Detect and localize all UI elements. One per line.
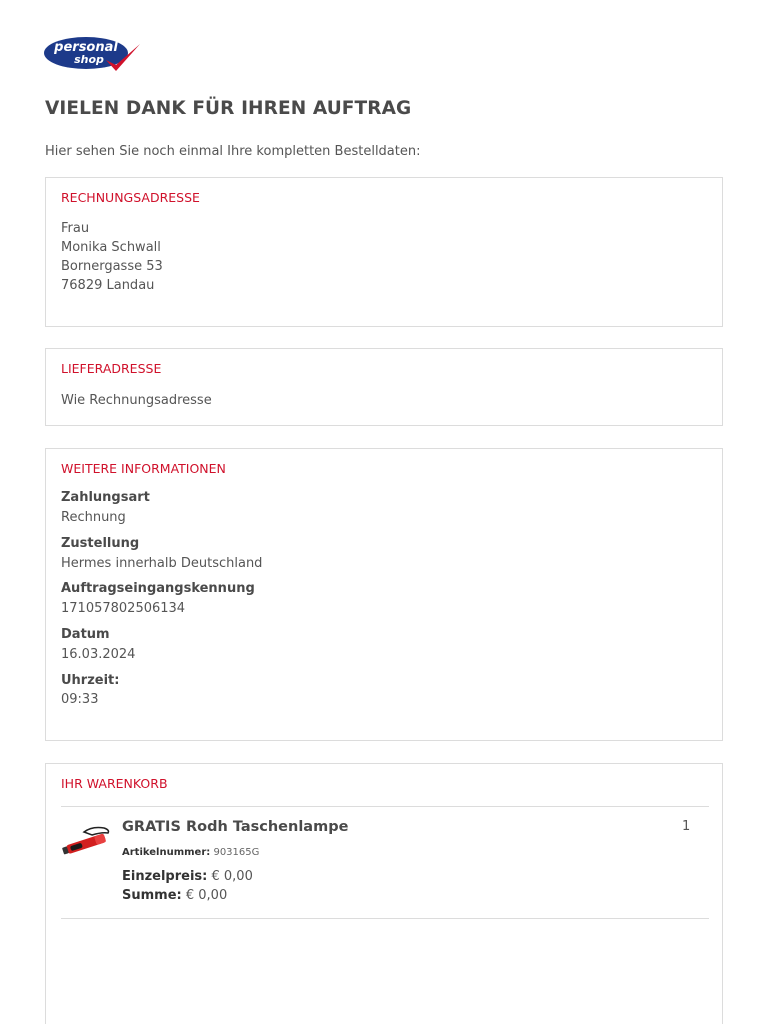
cart-item-article bbox=[122, 847, 259, 858]
delivery-address-text: Wie Rechnungsadresse bbox=[61, 393, 212, 408]
flashlight-icon bbox=[62, 824, 112, 858]
logo-text-line1: personal bbox=[54, 40, 118, 55]
cart-divider-top bbox=[61, 806, 709, 807]
article-number-value: 903165G bbox=[213, 847, 260, 858]
unit-price-value: € 0,00 bbox=[211, 869, 253, 884]
cart-item-total bbox=[122, 888, 227, 903]
total-label: Summe: bbox=[122, 888, 182, 903]
unit-price-label: Einzelpreis: bbox=[122, 869, 208, 884]
billing-city: 76829 Landau bbox=[61, 278, 155, 293]
billing-salutation: Frau bbox=[61, 221, 90, 236]
article-number-label: Artikelnummer: bbox=[122, 847, 211, 858]
billing-address-box bbox=[45, 177, 723, 327]
billing-address-heading: RECHNUNGSADRESSE bbox=[61, 190, 200, 205]
billing-name: Monika Schwall bbox=[61, 240, 161, 255]
page-title: VIELEN DANK FÜR IHREN AUFTRAG bbox=[45, 98, 412, 119]
further-info-heading: WEITERE INFORMATIONEN bbox=[61, 461, 226, 476]
date-value: 16.03.2024 bbox=[61, 647, 136, 662]
order-id-label: Auftragseingangskennung bbox=[61, 581, 255, 596]
total-value: € 0,00 bbox=[185, 888, 228, 903]
cart-item-quantity: 1 bbox=[682, 819, 691, 834]
payment-method-label: Zahlungsart bbox=[61, 490, 150, 505]
cart-heading: IHR WARENKORB bbox=[61, 776, 168, 791]
cart-item-unit-price bbox=[122, 869, 253, 884]
date-label: Datum bbox=[61, 627, 110, 642]
payment-method-value: Rechnung bbox=[61, 510, 126, 525]
order-id-value: 171057802506134 bbox=[61, 601, 186, 616]
billing-street: Bornergasse 53 bbox=[61, 259, 163, 274]
further-info-box bbox=[45, 448, 723, 741]
shipping-value: Hermes innerhalb Deutschland bbox=[61, 556, 263, 571]
shipping-label: Zustellung bbox=[61, 536, 140, 551]
cart-divider-bottom bbox=[61, 918, 709, 919]
personal-shop-logo bbox=[44, 34, 144, 76]
billing-address-lines bbox=[61, 219, 163, 295]
cart-item-name[interactable]: GRATIS Rodh Taschenlampe bbox=[122, 819, 349, 835]
cart-box bbox=[45, 763, 723, 1024]
intro-text: Hier sehen Sie noch einmal Ihre kompletten Bestelldaten: bbox=[45, 144, 421, 159]
delivery-address-box bbox=[45, 348, 723, 426]
time-label: Uhrzeit: bbox=[61, 673, 120, 688]
delivery-address-heading: LIEFERADRESSE bbox=[61, 361, 162, 376]
logo-text-line2: shop bbox=[74, 53, 104, 66]
time-value: 09:33 bbox=[61, 692, 99, 707]
